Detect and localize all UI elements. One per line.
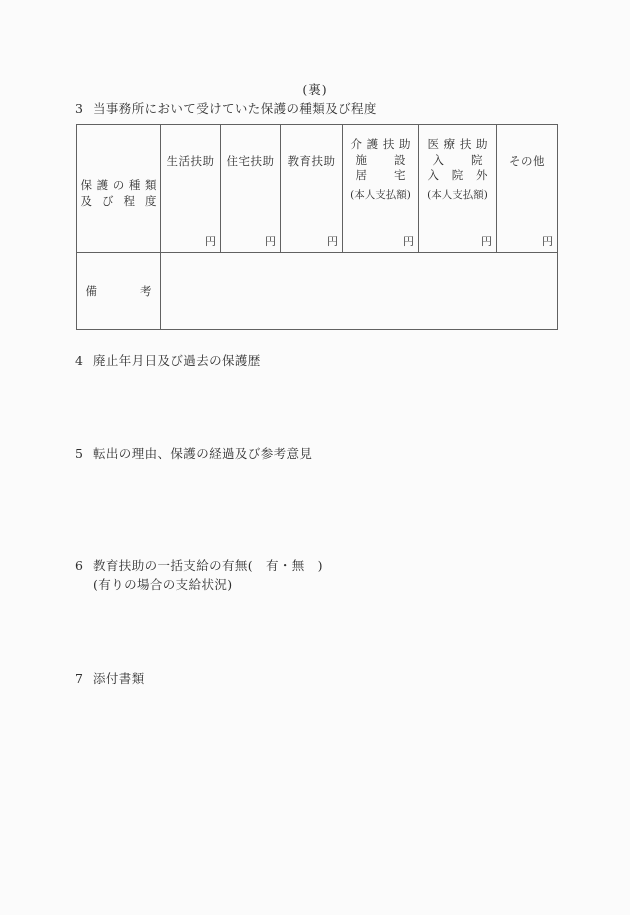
section-4-heading bbox=[75, 353, 261, 368]
header-cell-other bbox=[497, 125, 558, 253]
protection-type-label-line2: 及び程度 bbox=[80, 194, 157, 208]
section-5-heading bbox=[75, 446, 312, 461]
header-cell-housing-aid bbox=[221, 125, 281, 253]
livelihood-aid-label: 生活扶助 bbox=[166, 154, 215, 168]
other-label: その他 bbox=[509, 154, 545, 168]
section-7-heading bbox=[75, 671, 145, 686]
medical-aid-line4: (本人支払額) bbox=[427, 188, 488, 201]
section-6-title: 教育扶助の一括支給の有無( 有・無 ) bbox=[93, 558, 323, 573]
protection-type-label bbox=[81, 177, 157, 209]
protection-type-label-line1: 保護の種類 bbox=[80, 178, 157, 192]
section-7-number: 7 bbox=[75, 671, 84, 686]
section-6-subtitle: (有りの場合の支給状況) bbox=[93, 577, 233, 592]
other-unit: 円 bbox=[542, 235, 553, 248]
page-side-label: (裏) bbox=[302, 82, 328, 97]
nursing-aid-line2: 施設 bbox=[355, 152, 406, 167]
housing-aid-label: 住宅扶助 bbox=[226, 154, 275, 168]
education-aid-unit: 円 bbox=[327, 235, 338, 248]
protection-type-table bbox=[76, 124, 558, 330]
section-5-title: 転出の理由、保護の経過及び参考意見 bbox=[93, 446, 313, 461]
section-3-heading bbox=[75, 101, 377, 116]
nursing-aid-unit: 円 bbox=[403, 235, 414, 248]
header-cell-medical-aid bbox=[419, 125, 497, 253]
medical-aid-line1: 医療扶助 bbox=[427, 137, 488, 151]
nursing-aid-line3: 居宅 bbox=[355, 168, 406, 182]
section-3-title: 当事務所において受けていた保護の種類及び程度 bbox=[93, 101, 377, 116]
medical-aid-line3: 入院外 bbox=[427, 168, 488, 182]
remarks-label-cell bbox=[77, 253, 161, 330]
medical-aid-line2: 入院 bbox=[432, 152, 483, 167]
livelihood-aid-unit: 円 bbox=[205, 235, 216, 248]
section-4-number: 4 bbox=[75, 353, 84, 368]
table-header-row bbox=[77, 125, 558, 253]
nursing-aid-line1: 介護扶助 bbox=[350, 137, 411, 151]
remarks-label: 備考 bbox=[85, 284, 152, 298]
section-7-title: 添付書類 bbox=[93, 671, 145, 686]
medical-aid-label bbox=[428, 137, 488, 203]
header-cell-protection-type bbox=[77, 125, 161, 253]
medical-aid-unit: 円 bbox=[481, 235, 492, 248]
section-6-heading bbox=[75, 558, 323, 592]
header-cell-education-aid bbox=[281, 125, 343, 253]
remarks-value-cell bbox=[161, 253, 558, 330]
housing-aid-unit: 円 bbox=[265, 235, 276, 248]
header-cell-livelihood-aid bbox=[161, 125, 221, 253]
table-remarks-row bbox=[77, 253, 558, 330]
section-4-title: 廃止年月日及び過去の保護歴 bbox=[93, 353, 261, 368]
section-3-number: 3 bbox=[75, 101, 84, 116]
header-cell-nursing-aid bbox=[343, 125, 419, 253]
nursing-aid-label bbox=[351, 137, 411, 203]
section-6-number: 6 bbox=[75, 558, 84, 573]
section-5-number: 5 bbox=[75, 446, 84, 461]
nursing-aid-line4: (本人支払額) bbox=[350, 188, 411, 201]
education-aid-label: 教育扶助 bbox=[287, 154, 336, 168]
remarks-label-block bbox=[86, 283, 152, 299]
